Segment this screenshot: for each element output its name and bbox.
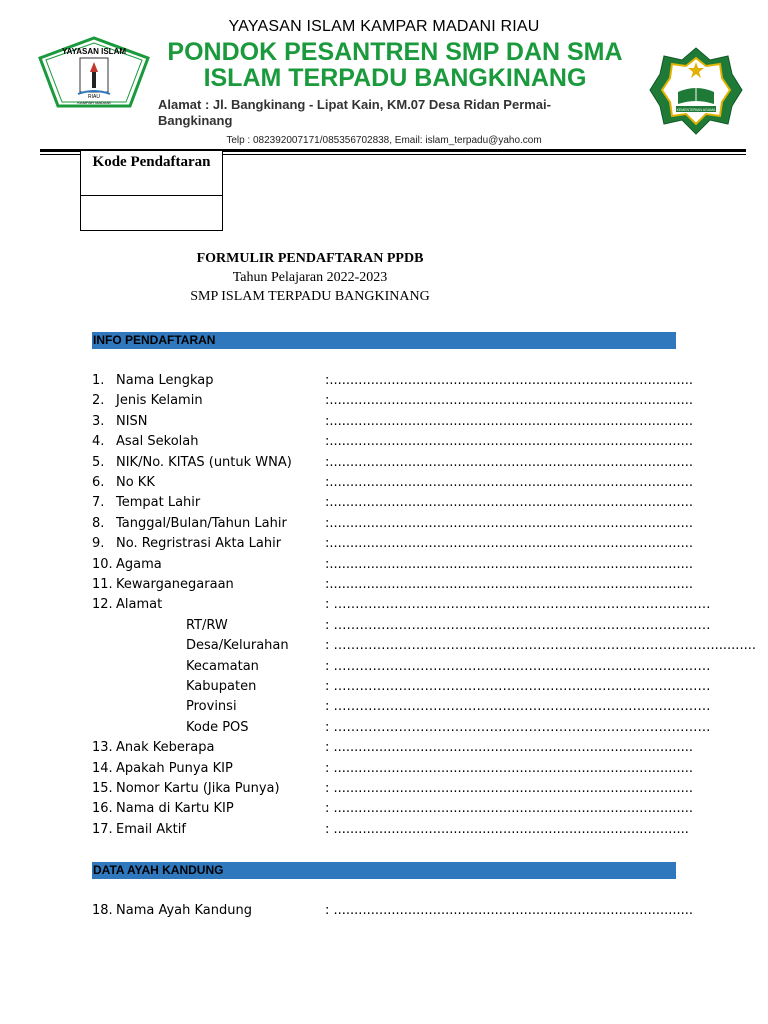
row-number: 12. bbox=[92, 597, 113, 613]
row-number: 16. bbox=[92, 801, 113, 817]
field-label: Nomor Kartu (Jika Punya) bbox=[116, 781, 280, 796]
row-number: 8. bbox=[92, 515, 105, 531]
form-title: FORMULIR PENDAFTARAN PPDB bbox=[196, 251, 424, 266]
form-row bbox=[92, 821, 689, 842]
field-fill-line[interactable]: : …………………………………………………………………………… bbox=[325, 617, 711, 633]
row-number: 5. bbox=[92, 454, 105, 470]
field-label: No KK bbox=[116, 475, 155, 490]
form-row bbox=[92, 393, 694, 413]
form-row bbox=[92, 679, 711, 699]
field-fill-line[interactable]: :........................................................................................ bbox=[325, 373, 694, 388]
form-row bbox=[92, 719, 711, 740]
svg-text:KAMPAR MADANI: KAMPAR MADANI bbox=[77, 100, 111, 105]
field-fill-line[interactable]: :........................................................................................ bbox=[325, 515, 694, 531]
row-number: 13. bbox=[92, 740, 113, 756]
row-number: 3. bbox=[92, 413, 105, 429]
field-label: Kabupaten bbox=[186, 679, 257, 694]
row-number: 17. bbox=[92, 821, 113, 837]
form-row bbox=[92, 475, 694, 495]
row-number: 10. bbox=[92, 556, 113, 572]
row-number: 7. bbox=[92, 495, 105, 511]
form-row bbox=[92, 454, 694, 475]
row-number: 2. bbox=[92, 393, 105, 409]
form-row bbox=[92, 903, 694, 923]
field-label: Tanggal/Bulan/Tahun Lahir bbox=[116, 515, 287, 531]
field-label: Apakah Punya KIP bbox=[116, 760, 233, 776]
field-label: Alamat bbox=[116, 597, 163, 613]
form-row bbox=[92, 597, 711, 617]
form-school-name: SMP ISLAM TERPADU BANGKINANG bbox=[190, 289, 430, 304]
field-label: No. Regristrasi Akta Lahir bbox=[116, 536, 282, 552]
row-number: 4. bbox=[92, 434, 105, 450]
field-fill-line[interactable]: : …………………………………………………………………………… bbox=[325, 699, 711, 715]
registration-code-field[interactable] bbox=[81, 196, 222, 231]
field-label: Kewarganegaraan bbox=[116, 577, 234, 592]
field-fill-line[interactable]: :........................................................................................ bbox=[325, 536, 694, 552]
field-label: Asal Sekolah bbox=[116, 434, 199, 450]
field-label: Kecamatan bbox=[186, 658, 259, 674]
field-fill-line[interactable]: : …………………………………………………………………………… bbox=[325, 719, 711, 735]
yayasan-name: YAYASAN ISLAM KAMPAR MADANI RIAU bbox=[228, 18, 540, 35]
field-fill-line[interactable]: :........................................................................................ bbox=[325, 393, 694, 409]
field-label: RT/RW bbox=[186, 617, 228, 633]
form-row bbox=[92, 740, 694, 760]
row-number: 18. bbox=[92, 903, 113, 918]
field-fill-line[interactable]: :........................................................................................ bbox=[325, 413, 694, 429]
form-row bbox=[92, 577, 694, 597]
form-row bbox=[92, 801, 694, 821]
row-number: 14. bbox=[92, 760, 113, 776]
field-fill-line[interactable]: :........................................................................................ bbox=[325, 454, 694, 470]
field-label: Provinsi bbox=[186, 699, 237, 715]
row-number: 15. bbox=[92, 781, 113, 796]
school-title-line1: PONDOK PESANTREN SMP DAN SMA bbox=[167, 38, 623, 66]
field-label: Nama di Kartu KIP bbox=[116, 801, 234, 817]
section-header-info-pendaftaran bbox=[92, 332, 676, 349]
section-title: INFO PENDAFTARAN bbox=[93, 333, 216, 347]
field-fill-line[interactable]: :........................................................................................ bbox=[325, 556, 694, 572]
form-row bbox=[92, 434, 694, 454]
field-label: Agama bbox=[116, 556, 162, 572]
field-fill-line[interactable]: : …………………………………………………………………………… bbox=[325, 658, 711, 674]
row-number: 9. bbox=[92, 536, 105, 552]
field-label: Nama Ayah Kandung bbox=[116, 903, 252, 918]
field-label: NISN bbox=[116, 413, 148, 429]
svg-text:YAYASAN ISLAM: YAYASAN ISLAM bbox=[61, 47, 127, 56]
field-fill-line[interactable]: : ....................................................................................... bbox=[325, 760, 694, 776]
registration-code-label: Kode Pendaftaran bbox=[81, 151, 222, 196]
svg-text:KEMENTERIAN AGAMA: KEMENTERIAN AGAMA bbox=[676, 108, 716, 112]
form-row bbox=[92, 781, 694, 801]
field-label: Desa/Kelurahan bbox=[186, 638, 289, 654]
form-row bbox=[92, 760, 694, 781]
field-fill-line[interactable]: : …………………………………………………………………………… bbox=[325, 597, 711, 613]
svg-text:RIAU: RIAU bbox=[88, 94, 100, 100]
form-row bbox=[92, 515, 694, 536]
field-fill-line[interactable]: :........................................................................................ bbox=[325, 475, 694, 490]
row-number: 11. bbox=[92, 577, 113, 592]
school-title-line2: ISLAM TERPADU BANGKINANG bbox=[203, 64, 587, 92]
field-fill-line[interactable]: : ....................................................................................... bbox=[325, 801, 694, 817]
form-row bbox=[92, 373, 694, 393]
field-fill-line[interactable]: : ……………………………………………………………………………........... bbox=[325, 638, 756, 654]
field-fill-line[interactable]: :........................................................................................ bbox=[325, 434, 694, 450]
school-contact: Telp : 082392007171/085356702838, Email: islam_terpadu@yaho.com bbox=[226, 135, 542, 146]
school-address: Alamat : Jl. Bangkinang - Lipat Kain, KM.07 Desa Ridan Permai-Bangkinang bbox=[158, 97, 551, 128]
field-label: Tempat Lahir bbox=[116, 495, 201, 511]
row-number: 1. bbox=[92, 373, 105, 388]
form-row bbox=[92, 617, 711, 638]
form-academic-year: Tahun Pelajaran 2022-2023 bbox=[232, 270, 388, 285]
section-title: DATA AYAH KANDUNG bbox=[93, 863, 224, 877]
registration-code-box bbox=[80, 150, 223, 231]
field-fill-line[interactable]: : ....................................................................................... bbox=[325, 903, 694, 918]
field-fill-line[interactable]: :........................................................................................ bbox=[325, 495, 694, 511]
kemenag-logo bbox=[648, 46, 744, 136]
form-row bbox=[92, 638, 756, 658]
field-fill-line[interactable]: : ...................................................................................... bbox=[325, 821, 689, 837]
yayasan-logo bbox=[38, 36, 150, 108]
field-fill-line[interactable]: : ....................................................................................... bbox=[325, 781, 694, 796]
field-fill-line[interactable]: : …………………………………………………………………………… bbox=[325, 679, 711, 694]
field-label: Email Aktif bbox=[116, 821, 186, 837]
field-label: Anak Keberapa bbox=[116, 740, 215, 756]
form-row bbox=[92, 413, 694, 434]
form-row bbox=[92, 495, 694, 515]
form-row bbox=[92, 699, 711, 719]
field-fill-line[interactable]: :........................................................................................ bbox=[325, 577, 694, 592]
row-number: 6. bbox=[92, 475, 105, 490]
section-header-data-ayah bbox=[92, 862, 676, 879]
field-label: NIK/No. KITAS (untuk WNA) bbox=[116, 454, 292, 470]
field-fill-line[interactable]: : ....................................................................................... bbox=[325, 740, 694, 756]
form-row bbox=[92, 556, 694, 577]
field-label: Jenis Kelamin bbox=[116, 393, 203, 409]
form-row bbox=[92, 536, 694, 556]
field-label: Kode POS bbox=[186, 719, 249, 735]
form-row bbox=[92, 658, 711, 679]
field-label: Nama Lengkap bbox=[116, 373, 214, 388]
